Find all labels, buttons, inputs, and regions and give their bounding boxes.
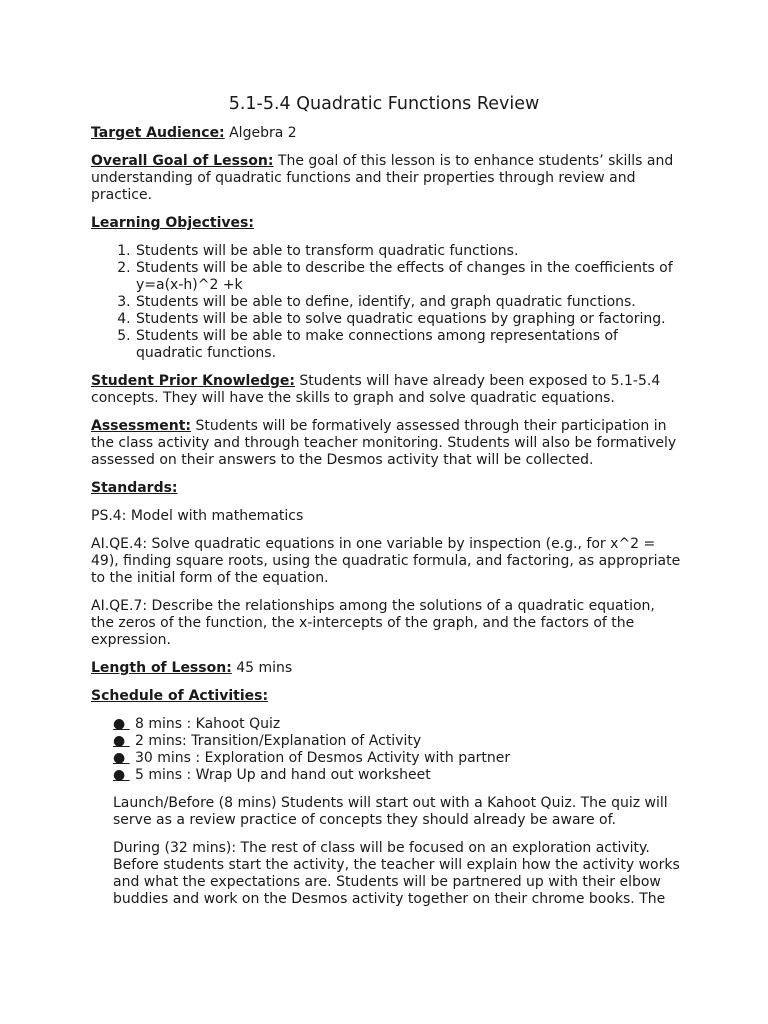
standards-heading: Standards: bbox=[91, 480, 178, 496]
learning-objectives-heading-row bbox=[91, 215, 681, 232]
list-item bbox=[113, 750, 681, 767]
learning-objectives-heading: Learning Objectives: bbox=[91, 215, 254, 231]
schedule-item-text: 30 mins : Exploration of Desmos Activity with partner bbox=[135, 750, 511, 766]
list-item: 2. Students will be able to describe the effects of changes in the coefficients of y=a(x-h)^2 +k bbox=[135, 260, 681, 294]
document-title: 5.1-5.4 Quadratic Functions Review bbox=[228, 94, 540, 114]
target-audience-section bbox=[91, 125, 681, 142]
assessment-value: Students will be formatively assessed through their participation in the class activity and through teacher monitoring. Students will also be formatively assessed on their answers to the Desmos activity that will be collected. bbox=[91, 418, 677, 468]
prior-knowledge-section bbox=[91, 373, 681, 407]
bullet-icon: ● bbox=[113, 750, 130, 766]
schedule-heading-row bbox=[91, 688, 681, 705]
launch-paragraph: Launch/Before (8 mins) Students will start out with a Kahoot Quiz. The quiz will serve as a review practice of concepts they should already be aware of. bbox=[113, 795, 668, 828]
bullet-icon: ● bbox=[113, 716, 130, 732]
list-item: 1. Students will be able to transform quadratic functions. bbox=[135, 243, 681, 260]
learning-objectives-list bbox=[91, 243, 681, 362]
document-body bbox=[91, 125, 681, 919]
list-item bbox=[113, 716, 681, 733]
list-item bbox=[113, 733, 681, 750]
target-audience-label: Target Audience: bbox=[91, 125, 225, 141]
list-item: 5. Students will be able to make connections among representations of quadratic functions. bbox=[135, 328, 681, 362]
list-item: 4. Students will be able to solve quadratic equations by graphing or factoring. bbox=[135, 311, 681, 328]
standard-item: PS.4: Model with mathematics bbox=[91, 508, 304, 524]
schedule-list bbox=[91, 716, 681, 784]
standard-item: AI.QE.4: Solve quadratic equations in one variable by inspection (e.g., for x^2 = 49), finding square roots, using the quadratic formula, and factoring, as appropriate to the initial form of the equation. bbox=[91, 536, 681, 586]
length-label: Length of Lesson: bbox=[91, 660, 232, 676]
standards-heading-row bbox=[91, 480, 681, 497]
prior-knowledge-value: Students will have already been exposed to 5.1-5.4 concepts. They will have the skills to graph and solve quadratic equations. bbox=[91, 373, 661, 406]
during-paragraph: During (32 mins): The rest of class will be focused on an exploration activity. Before students start the activity, the teacher will explain how the activity works and what the expectations are. Students will be partnered up with their elbow buddies and work on the Desmos activity together on their chrome books. The bbox=[113, 840, 680, 907]
bullet-icon: ● bbox=[113, 733, 130, 749]
overall-goal-section bbox=[91, 153, 681, 204]
overall-goal-label: Overall Goal of Lesson: bbox=[91, 153, 274, 169]
length-section bbox=[91, 660, 681, 677]
assessment-section bbox=[91, 418, 681, 469]
assessment-label: Assessment: bbox=[91, 418, 192, 434]
schedule-item-text: 8 mins : Kahoot Quiz bbox=[135, 716, 281, 732]
length-value: 45 mins bbox=[231, 660, 293, 676]
target-audience-value: Algebra 2 bbox=[224, 125, 297, 141]
schedule-item-text: 2 mins: Transition/Explanation of Activity bbox=[135, 733, 422, 749]
list-item bbox=[113, 767, 681, 784]
schedule-item-text: 5 mins : Wrap Up and hand out worksheet bbox=[135, 767, 431, 783]
prior-knowledge-label: Student Prior Knowledge: bbox=[91, 373, 295, 389]
standard-item: AI.QE.7: Describe the relationships among the solutions of a quadratic equation, the zeros of the function, the x-intercepts of the graph, and the factors of the expression. bbox=[91, 598, 655, 648]
list-item: 3. Students will be able to define, identify, and graph quadratic functions. bbox=[135, 294, 681, 311]
schedule-heading: Schedule of Activities: bbox=[91, 688, 269, 704]
overall-goal-value: The goal of this lesson is to enhance students’ skills and understanding of quadratic functions and their properties through review and practice. bbox=[91, 153, 674, 203]
bullet-icon: ● bbox=[113, 767, 130, 783]
